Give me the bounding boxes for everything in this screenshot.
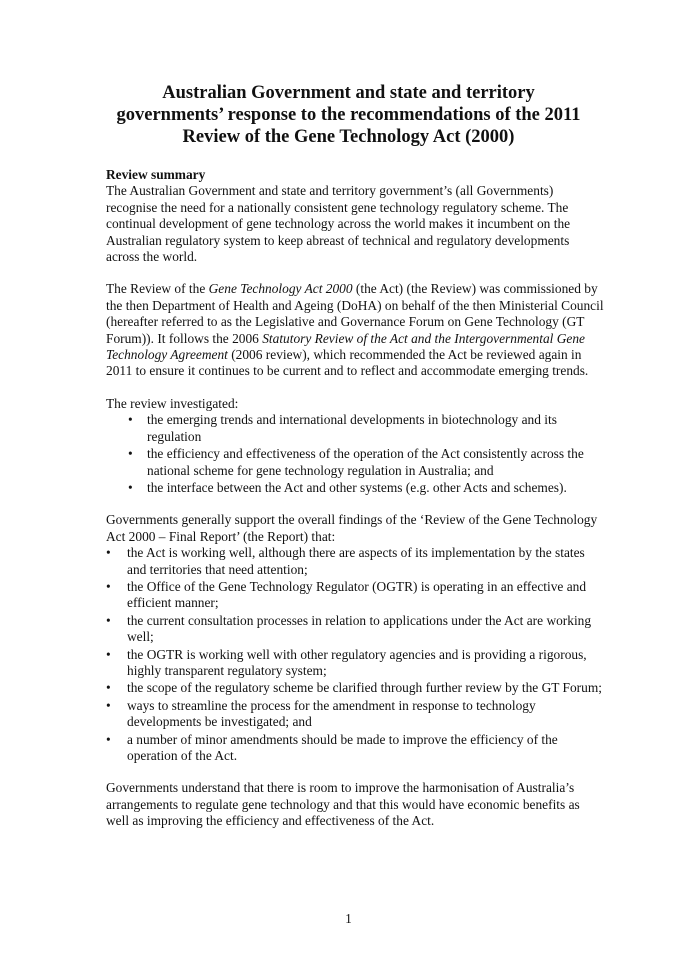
bullet-icon: • bbox=[106, 545, 111, 561]
bullet-icon: • bbox=[106, 646, 111, 662]
list-item-text: ways to streamline the process for the amendment in response to technology developments be investigated; and bbox=[127, 697, 536, 730]
list-item-text: the Act is working well, although there are aspects of its implementation by the states and territories that need attention; bbox=[127, 545, 585, 577]
bullet-icon: • bbox=[128, 412, 133, 428]
bullet-icon: • bbox=[106, 612, 111, 628]
paragraph-intro: The Australian Government and state and territory government’s (all Governments) recognise the need for a nationally consistent gene technology regulatory scheme. The continual development of gene technology across the world makes it incumbent on the Australian regulatory system to keep abreast of technical and regulatory developments across the world. bbox=[106, 183, 571, 265]
investigated-intro: The review investigated: bbox=[106, 395, 239, 411]
list-item bbox=[106, 545, 604, 578]
list-item bbox=[106, 412, 604, 445]
list-item-text: a number of minor amendments should be made to improve the efficiency of the operation of the Act. bbox=[127, 731, 558, 763]
list-item-text: the current consultation processes in relation to applications under the Act are working well; bbox=[127, 612, 592, 645]
investigated-list bbox=[106, 412, 604, 496]
paragraph-closing: Governments understand that there is room to improve the harmonisation of Australia’s arrangements to regulate gene technology and that this would have economic benefits as well as improving the efficiency and effectiveness of the Act. bbox=[106, 780, 580, 829]
findings-list bbox=[106, 545, 604, 764]
list-item bbox=[106, 446, 604, 479]
section-heading: Review summary bbox=[106, 167, 206, 182]
para2-text-1: The Review of the bbox=[106, 281, 209, 297]
list-item-text: the OGTR is working well with other regulatory agencies and is providing a rigorous, highly transparent regulatory system; bbox=[127, 646, 587, 678]
findings-intro: Governments generally support the overall findings of the ‘Review of the Gene Technology Act 2000 – Final Report’ (the Report) that: bbox=[106, 512, 598, 544]
list-item-text: the interface between the Act and other systems (e.g. other Acts and schemes). bbox=[147, 479, 567, 495]
title-line-2: governments’ response to the recommendations of the 2011 bbox=[116, 105, 581, 125]
page-number: 1 bbox=[345, 911, 352, 926]
title-line-3: Review of the Gene Technology Act (2000) bbox=[182, 127, 515, 147]
list-item bbox=[106, 647, 604, 680]
bullet-icon: • bbox=[106, 680, 111, 696]
bullet-icon: • bbox=[106, 731, 111, 747]
bullet-icon: • bbox=[128, 479, 133, 495]
list-item-text: the Office of the Gene Technology Regulator (OGTR) is operating in an effective and efficient manner; bbox=[127, 578, 587, 611]
title-line-1: Australian Government and state and territory bbox=[162, 83, 535, 103]
bullet-icon: • bbox=[106, 697, 111, 713]
list-item-text: the efficiency and effectiveness of the operation of the Act consistently across the national scheme for gene technology regulation in Australia; and bbox=[147, 446, 584, 478]
list-item bbox=[106, 613, 604, 646]
bullet-icon: • bbox=[128, 446, 133, 462]
document-title bbox=[60, 82, 637, 148]
list-item bbox=[106, 732, 604, 765]
list-item-text: the emerging trends and international developments in biotechnology and its regulation bbox=[147, 412, 557, 444]
list-item bbox=[106, 680, 604, 696]
bullet-icon: • bbox=[106, 578, 111, 594]
para2-text-2: (the Act) (the Review) was commissioned by the then Department of Health and Ageing (DoHA) on behalf of the then Ministerial Council (hereafter referred to as the Legislative and Governance Forum on Gene Technology (GT Forum)). It follows the 2006 bbox=[106, 281, 604, 346]
list-item-text: the scope of the regulatory scheme be clarified through further review by the GT Forum; bbox=[127, 680, 602, 696]
paragraph-review-background bbox=[106, 281, 604, 379]
list-item bbox=[106, 480, 604, 496]
act-title-italic: Gene Technology Act 2000 bbox=[208, 281, 353, 297]
document-body bbox=[106, 167, 604, 830]
statutory-review-title-italic: Statutory Review of the Act and the Intergovernmental Gene Technology Agreement bbox=[106, 330, 585, 363]
list-item bbox=[106, 579, 604, 612]
para2-text-3: (2006 review), which recommended the Act be reviewed again in 2011 to ensure it continues to be current and to reflect and accommodate emerging trends. bbox=[106, 347, 589, 379]
list-item bbox=[106, 698, 604, 731]
